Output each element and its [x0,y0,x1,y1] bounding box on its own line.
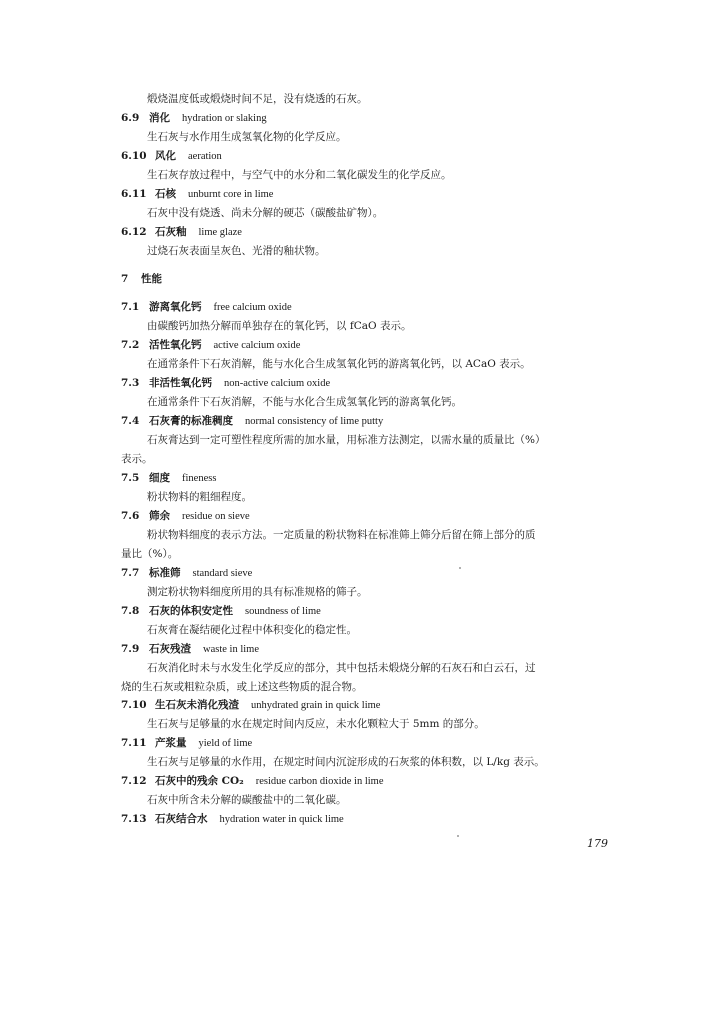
entry-term: 筛余 [149,510,170,522]
entry-english: hydration water in quick lime [219,814,344,825]
entry-english: unhydrated grain in quick lime [251,700,381,711]
entry-term: 风化 [155,150,176,162]
entry-heading [121,642,259,657]
scan-speck [459,567,461,569]
entry-english: residue carbon dioxide in lime [255,776,384,787]
entry-heading [121,774,383,789]
entry-number: 7.12 [121,775,147,787]
entry-term: 生石灰未消化残渣 [155,699,239,711]
entry-definition: 石灰膏达到一定可塑性程度所需的加水量，用标准方法测定，以需水量的质量比（%） [147,434,546,446]
entry-term: 消化 [149,112,170,124]
entry-definition: 石灰中所含未分解的碳酸盐中的二氧化碳。 [147,794,347,806]
entry-term: 石灰中的残余 CO₂ [155,775,244,787]
entry-definition-cont: 量比（%）。 [121,548,179,560]
entry-number: 6.12 [121,226,147,238]
entry-definition: 生石灰存放过程中，与空气中的水分和二氧化碳发生的化学反应。 [147,169,452,181]
entry-term: 细度 [149,472,170,484]
entry-heading [121,736,252,751]
entry-definition: 石灰中没有烧透、尚未分解的硬芯（碳酸盐矿物）。 [147,207,384,219]
entry-heading [121,187,273,202]
entry-term: 石核 [155,188,176,200]
section-number: 7 [121,273,129,285]
entry-heading [121,698,380,713]
entry-heading [121,225,242,240]
entry-english: yield of lime [198,738,253,749]
entry-definition: 在通常条件下石灰消解，不能与水化合生成氢氧化钙的游离氧化钙。 [147,396,462,408]
entry-term: 石灰结合水 [155,813,208,825]
entry-number: 7.9 [121,643,140,655]
entry-term: 石灰膏的标准稠度 [149,415,233,427]
entry-definition-cont: 表示。 [121,453,153,465]
entry-english: residue on sieve [182,511,250,522]
entry-english: aeration [188,151,222,162]
entry-number: 7.7 [121,567,140,579]
entry-english: active calcium oxide [213,340,301,351]
page-number: 179 [587,837,608,850]
entry-heading [121,149,222,164]
entry-term: 标准筛 [149,567,181,579]
entry-number: 7.3 [121,377,140,389]
entry-definition: 石灰膏在凝结硬化过程中体积变化的稳定性。 [147,624,357,636]
entry-definition: 在通常条件下石灰消解，能与水化合生成氢氧化钙的游离氧化钙，以 ACaO 表示。 [147,358,531,370]
entry-number: 7.8 [121,605,140,617]
entry-number: 7.11 [121,737,147,749]
entry-number: 7.13 [121,813,147,825]
entry-term: 石灰釉 [155,226,187,238]
entry-definition: 石灰消化时未与水发生化学反应的部分，其中包括未煅烧分解的石灰石和白云石，过 [147,662,536,674]
entry-heading [121,812,344,827]
entry-definition: 过烧石灰表面呈灰色、光滑的釉状物。 [147,245,326,257]
entry-term: 石灰的体积安定性 [149,605,233,617]
entry-heading [121,300,292,315]
section-heading [121,272,162,286]
entry-heading [121,566,252,581]
entry-number: 6.11 [121,188,147,200]
entry-number: 7.5 [121,472,140,484]
entry-english: free calcium oxide [213,302,292,313]
entry-heading [121,338,300,353]
entry-definition: 粉状物料细度的表示方法。一定质量的粉状物料在标准筛上筛分后留在筛上部分的质 [147,529,536,541]
entry-english: soundness of lime [245,606,321,617]
entry-english: standard sieve [192,568,253,579]
entry-definition-cont: 烧的生石灰或粗粒杂质，或上述这些物质的混合物。 [121,681,363,693]
entry-heading [121,604,321,619]
entry-definition: 由碳酸钙加热分解而单独存在的氧化钙，以 fCaO 表示。 [147,320,412,332]
entry-english: normal consistency of lime putty [245,416,384,427]
entry-number: 6.10 [121,150,147,162]
entry-heading [121,471,216,486]
entry-term: 石灰残渣 [149,643,191,655]
entry-english: hydration or slaking [182,113,267,124]
entry-definition: 测定粉状物料细度所用的具有标准规格的筛子。 [147,586,368,598]
entry-english: non-active calcium oxide [224,378,331,389]
entry-number: 6.9 [121,112,140,124]
entry-heading [121,376,330,391]
entry-term: 活性氧化钙 [149,339,202,351]
entry-heading [121,509,250,524]
entry-english: unburnt core in lime [188,189,274,200]
entry-heading [121,111,267,126]
entry-english: lime glaze [198,227,242,238]
continuation-line: 煅烧温度低或煅烧时间不足，没有烧透的石灰。 [147,93,368,105]
entry-term: 产浆量 [155,737,187,749]
entry-number: 7.10 [121,699,147,711]
entry-number: 7.6 [121,510,140,522]
entry-number: 7.1 [121,301,140,313]
entry-term: 游离氧化钙 [149,301,202,313]
section-title: 性能 [141,273,162,285]
entry-definition: 生石灰与水作用生成氢氧化物的化学反应。 [147,131,347,143]
entry-english: fineness [182,473,217,484]
entry-definition: 生石灰与足够量的水作用，在规定时间内沉淀形成的石灰浆的体积数，以 L/kg 表示。 [147,756,545,768]
entry-heading [121,414,383,429]
scan-speck [457,835,459,837]
entry-term: 非活性氧化钙 [149,377,212,389]
entry-number: 7.2 [121,339,140,351]
entry-definition: 生石灰与足够量的水在规定时间内反应，未水化颗粒大于 5mm 的部分。 [147,718,485,730]
entry-definition: 粉状物料的粗细程度。 [147,491,252,503]
entry-english: waste in lime [203,644,259,655]
entry-number: 7.4 [121,415,140,427]
